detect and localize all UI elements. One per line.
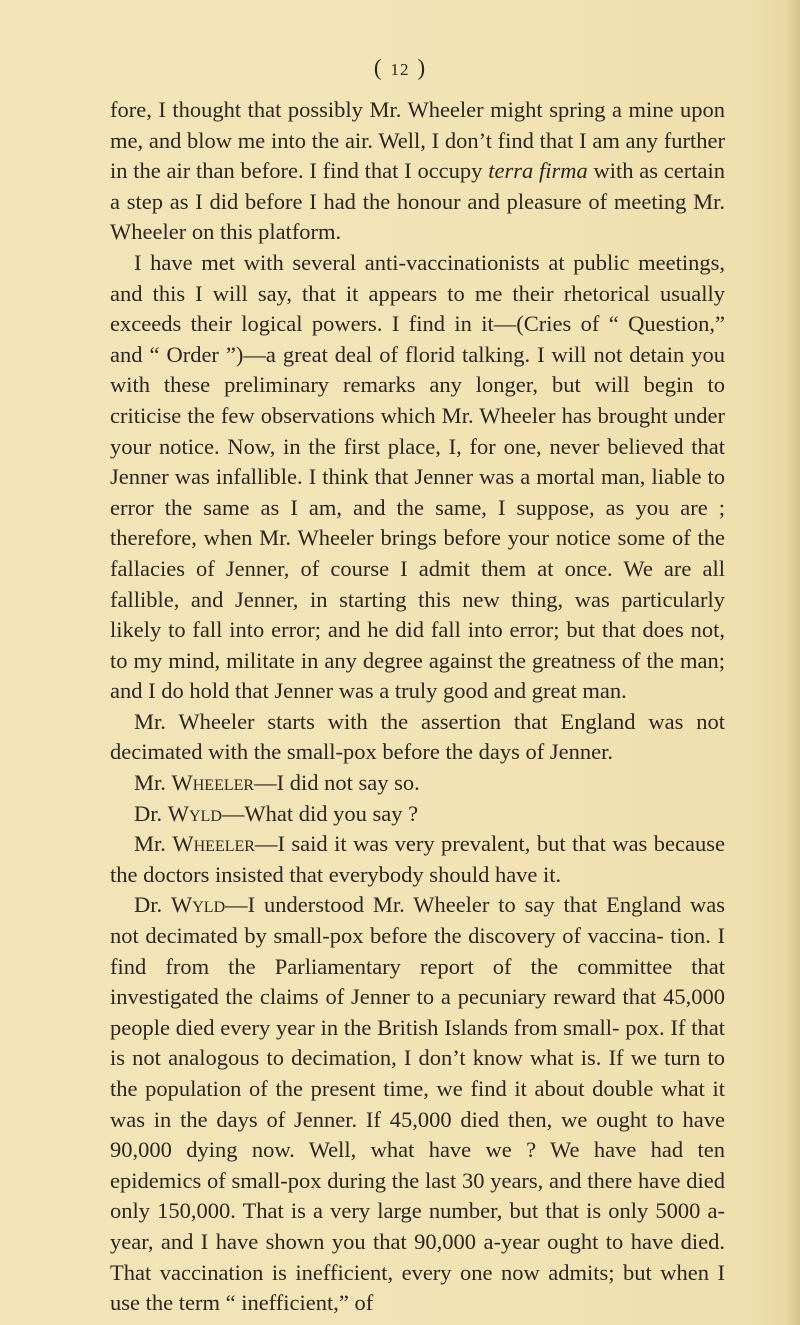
paragraph-3: Mr. Wheeler starts with the assertion that England was not decimated with the small-pox before the days of Jenner.	[110, 708, 725, 765]
page-edge-shadow	[786, 0, 800, 1325]
paragraph-1: fore, I thought that possibly Mr. Wheeler might spring a mine upon me, and blow me into the air. Well, I don’t find that I am any further in the air than before. I find that I occupy terra firma with as certain a step as I did before I had the honour and pleasure of meeting Mr. Wheeler on this platform.	[110, 97, 725, 245]
page-number: 12	[390, 60, 410, 79]
speaker-name: Wheeler	[172, 831, 255, 857]
speaker-name: Wyld	[171, 892, 226, 918]
dialogue-wyld-2: Dr. Wyld—I understood Mr. Wheeler to say that England was not decimated by small-pox before the discovery of vaccina- tion. I find from the Parliamentary report of the committee that investigated the claims of Jenner to a pecuniary reward that 45,000 people died every year in the British Islands from small- pox. If that is not analogous to decimation, I don’t know what is. If we turn to the population of the present time, we find it about double what it was in the days of Jenner. If 45,000 died then, we ought to have 90,000 dying now. Well, what have we ? We have had ten epidemics of small-pox during the last 30 years, and there have died only 150,000. That is a very large number, but that is only 5000 a-year, and I have shown you that 90,000 a-year ought to have died. That vaccination is inefficient, every one now admits; but when I use the term “ inefficient,” of	[110, 892, 726, 1316]
dialogue-wyld-1: Dr. Wyld—What did you say ?	[134, 800, 419, 826]
dialogue-wheeler-2: Mr. Wheeler—I said it was very prevalent, but that was because the doctors insisted that everybody should have it.	[110, 831, 725, 887]
speaker-name: Wheeler	[171, 770, 255, 796]
speaker-name: Wyld	[167, 800, 222, 826]
paragraph-2: I have met with several anti-vaccinationists at public meetings, and this I will say, that it appears to me their rhetorical usually exceeds their logical powers. I find in it—(Cries of “ Question,” and “ Order ”)—a great deal of florid talking. I will not detain you with these preliminary remarks any longer, but will begin to criticise the few observations which Mr. Wheeler has brought under your notice. Now, in the first place, I, for one, never believed that Jenner was infallible. I think that Jenner was a mortal man, liable to error the same as I am, and the same, I suppose, as you are ; therefore, when Mr. Wheeler brings before your notice some of the fallacies of Jenner, of course I admit them at once. We are all fallible, and Jenner, in starting this new thing, was particularly likely to fall into error; and he did fall into error; but that does not, to my mind, militate in any degree against the greatness of the man; and I do hold that Jenner was a truly good and great man.	[110, 249, 725, 704]
paren-close: )	[417, 55, 427, 80]
dialogue-wheeler-1: Mr. Wheeler—I did not say so.	[134, 770, 420, 796]
paren-open: (	[373, 55, 383, 80]
italic-phrase: terra firma	[488, 158, 588, 184]
body-text	[110, 95, 725, 1319]
page-header	[0, 55, 800, 81]
